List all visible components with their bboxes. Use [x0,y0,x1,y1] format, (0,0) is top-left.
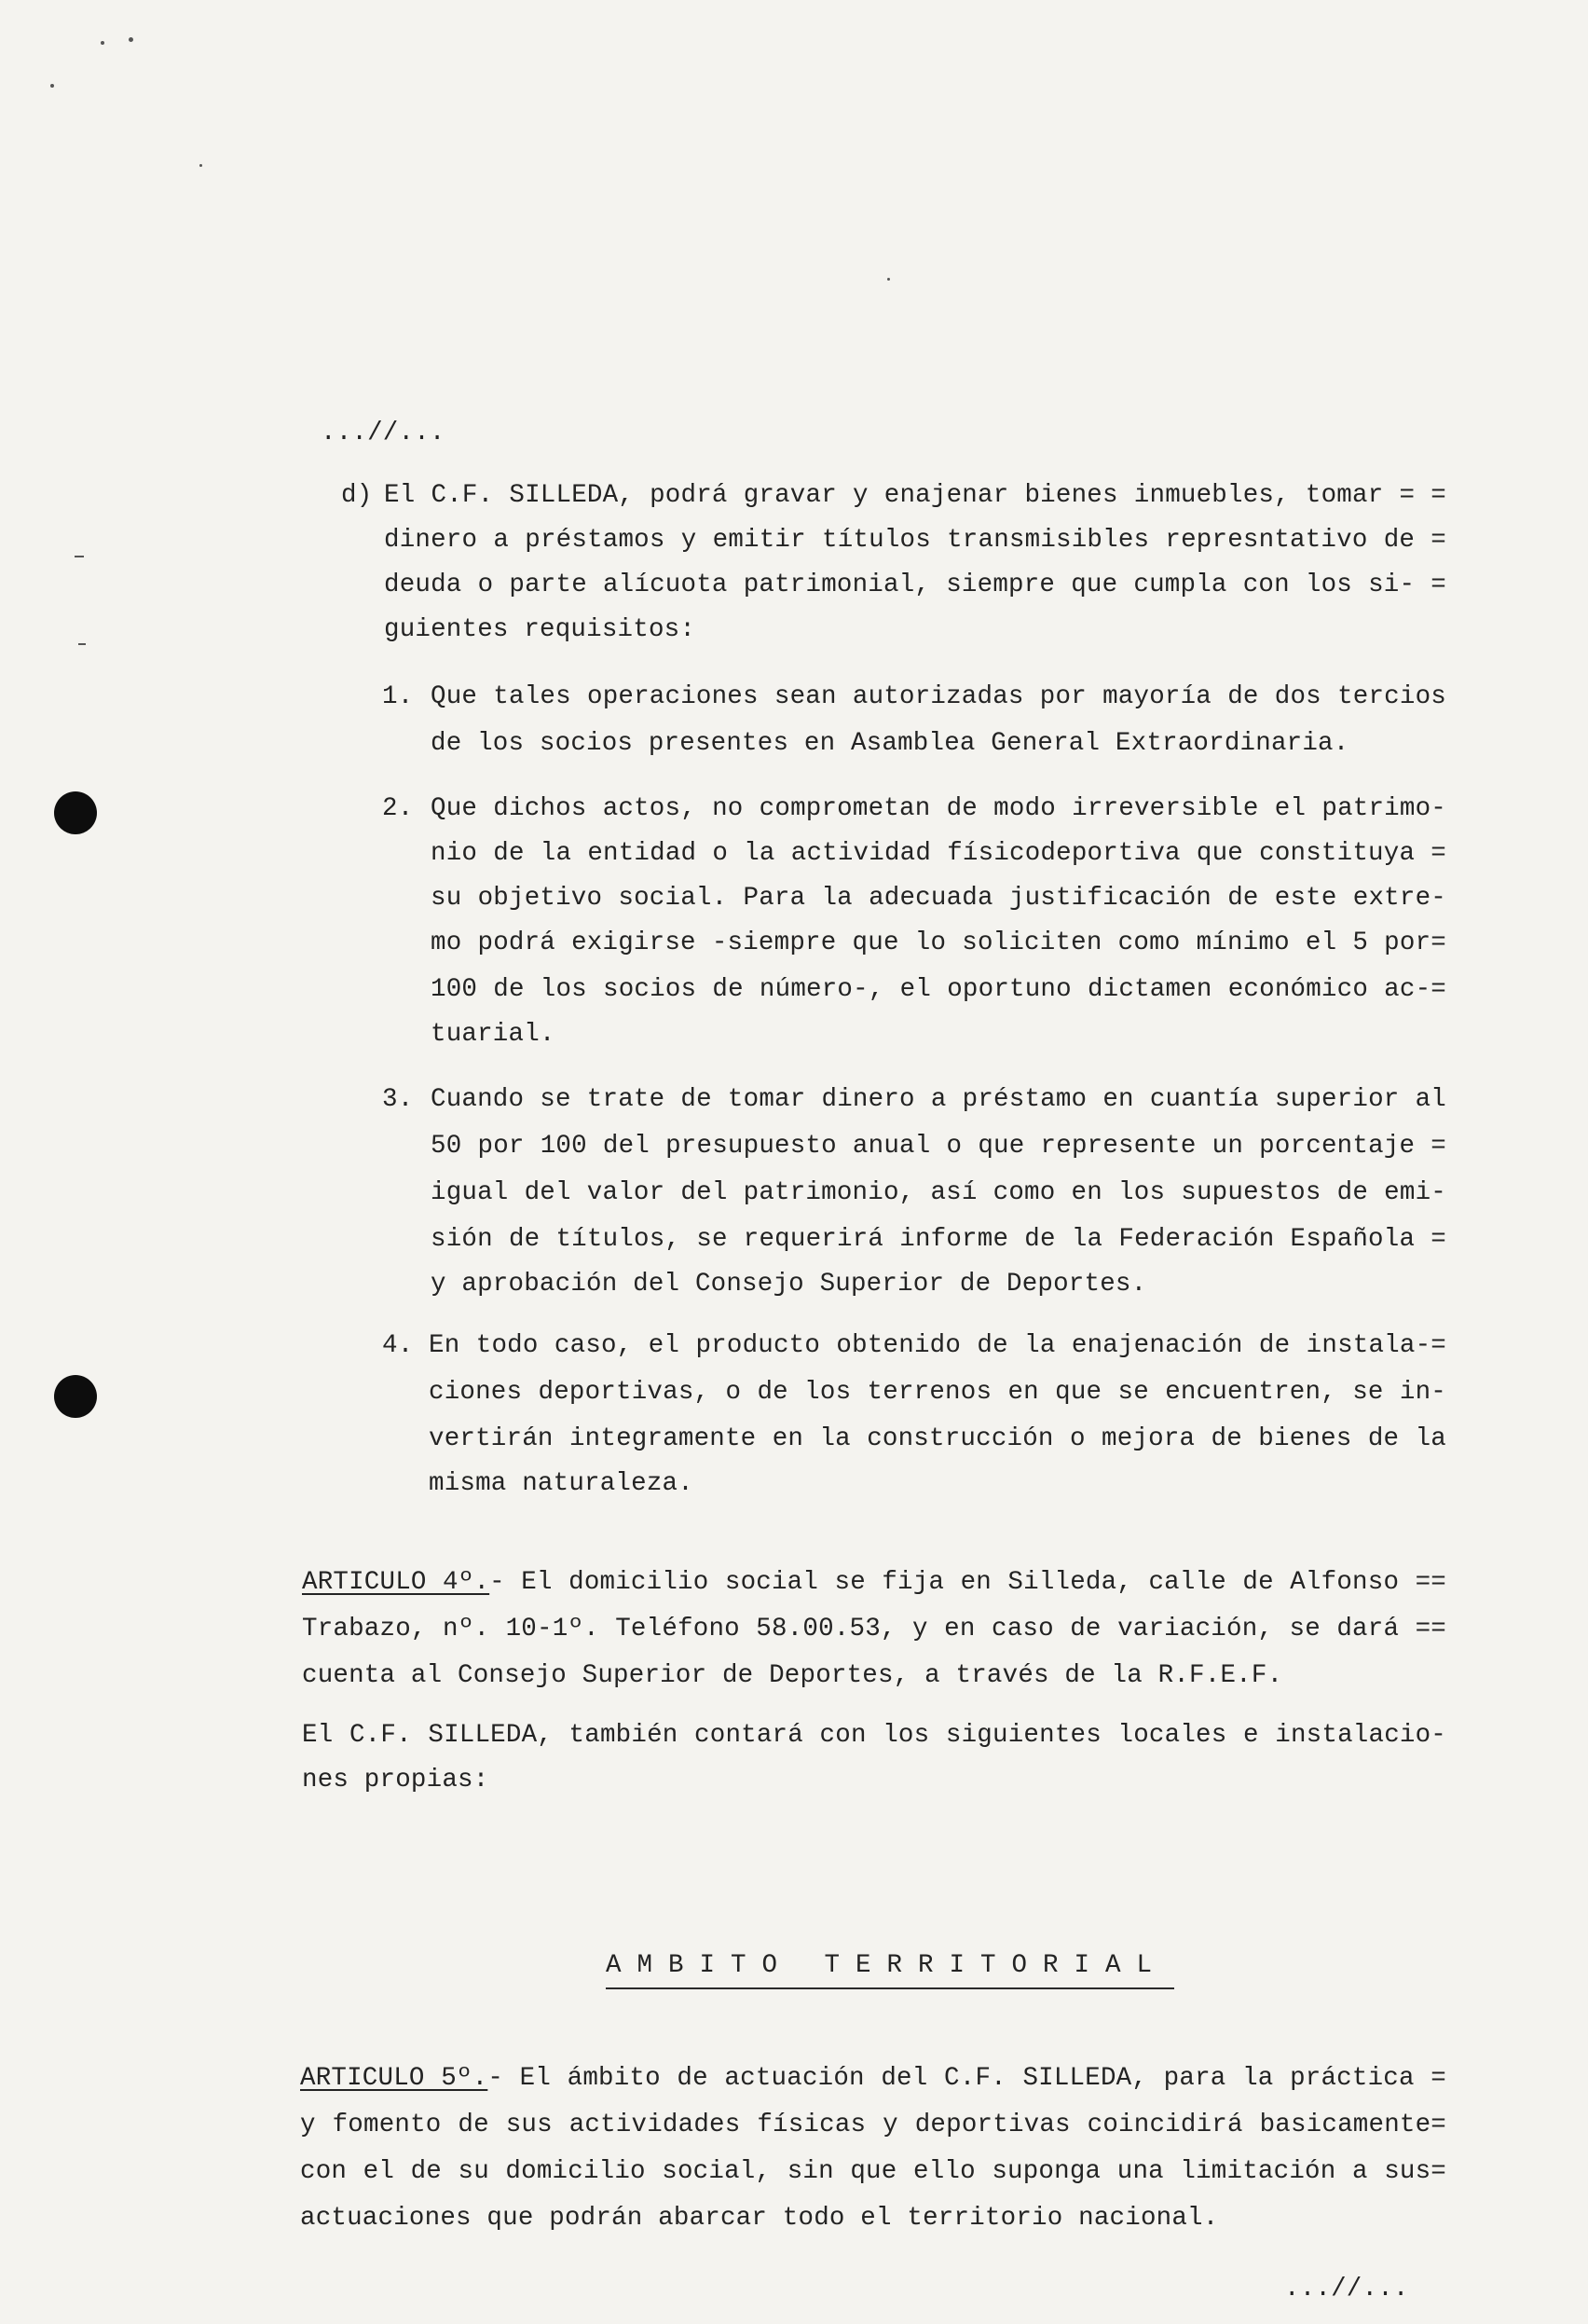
requisito-line: vertirán integramente en la construcción o mejora de bienes de la [429,1424,1446,1453]
articulo-4-heading: ARTICULO 4º. [302,1568,490,1597]
section-title-ambito-territorial: AMBITO TERRITORIAL [606,1950,1174,1989]
articulo-4-first-line [302,1567,1446,1599]
scan-speck [199,164,202,167]
scan-speck [887,278,890,281]
articulo-4-para2-line: El C.F. SILLEDA, también contará con los siguientes locales e instalacio- [302,1721,1446,1750]
articulo-5-first-rest: - El ámbito de actuación del C.F. SILLEDA, para la práctica = [487,2064,1446,2093]
requisito-line: su objetivo social. Para la adecuada justificación de este extre- [431,884,1446,913]
requisito-line: Cuando se trate de tomar dinero a préstamo en cuantía superior al [431,1085,1446,1114]
requisito-line: 100 de los socios de número-, el oportuno dictamen económico ac-= [431,975,1446,1004]
requisito-line: En todo caso, el producto obtenido de la enajenación de instala-= [429,1331,1446,1360]
scan-speck [129,37,133,42]
requisito-number: 1. [382,682,414,711]
requisito-line: Que tales operaciones sean autorizadas por mayoría de dos tercios [431,682,1446,711]
requisito-line: y aprobación del Consejo Superior de Deportes. [431,1270,1147,1299]
articulo-5-line: con el de su domicilio social, sin que ello suponga una limitación a sus= [300,2157,1446,2186]
clause-d-letter: d) [341,481,373,510]
requisito-number: 2. [382,794,414,823]
articulo-4-line: Trabazo, nº. 10-1º. Teléfono 58.00.53, y en caso de variación, se dará == [302,1615,1446,1643]
scan-speck [75,556,84,557]
articulo-5-line: actuaciones que podrán abarcar todo el territorio nacional. [300,2204,1219,2233]
scan-speck [50,84,54,88]
continuation-mark-top: ...//... [321,419,445,447]
requisito-number: 3. [382,1085,414,1114]
clause-d-line: guientes requisitos: [384,615,696,644]
requisito-line: misma naturaleza. [429,1469,693,1498]
requisito-number: 4. [382,1331,414,1360]
requisito-line: ciones deportivas, o de los terrenos en que se encuentren, se in- [429,1378,1446,1407]
punch-hole-bottom [54,1375,97,1418]
articulo-4-line: cuenta al Consejo Superior de Deportes, a través de la R.F.E.F. [302,1661,1283,1690]
punch-hole-top [54,791,97,834]
requisito-line: tuarial. [431,1020,555,1049]
requisito-line: de los socios presentes en Asamblea General Extraordinaria. [431,729,1349,758]
requisito-line: sión de títulos, se requerirá informe de la Federación Española = [431,1225,1446,1254]
requisito-line: nio de la entidad o la actividad físicodeportiva que constituya = [431,839,1446,868]
continuation-mark-bottom: ...//... [1284,2275,1409,2303]
requisito-line: Que dichos actos, no comprometan de modo irreversible el patrimo- [431,794,1446,823]
requisito-line: mo podrá exigirse -siempre que lo soliciten como mínimo el 5 por= [431,928,1446,957]
articulo-5-heading: ARTICULO 5º. [300,2064,488,2093]
articulo-5-line: y fomento de sus actividades físicas y deportivas coincidirá basicamente= [300,2111,1446,2139]
articulo-5-first-line [300,2063,1446,2095]
requisito-line: igual del valor del patrimonio, así como en los supuestos de emi- [431,1178,1446,1207]
scan-speck [101,41,104,45]
articulo-4-para2-line: nes propias: [302,1766,489,1795]
clause-d-line: deuda o parte alícuota patrimonial, siempre que cumpla con los si- = [384,571,1446,599]
requisito-line: 50 por 100 del presupuesto anual o que represente un porcentaje = [431,1132,1446,1161]
clause-d-line: dinero a préstamos y emitir títulos transmisibles represntativo de = [384,526,1446,555]
clause-d-line: El C.F. SILLEDA, podrá gravar y enajenar bienes inmuebles, tomar = = [384,481,1446,510]
articulo-4-first-rest: - El domicilio social se fija en Silleda, calle de Alfonso == [489,1568,1446,1597]
scan-speck [78,643,86,645]
